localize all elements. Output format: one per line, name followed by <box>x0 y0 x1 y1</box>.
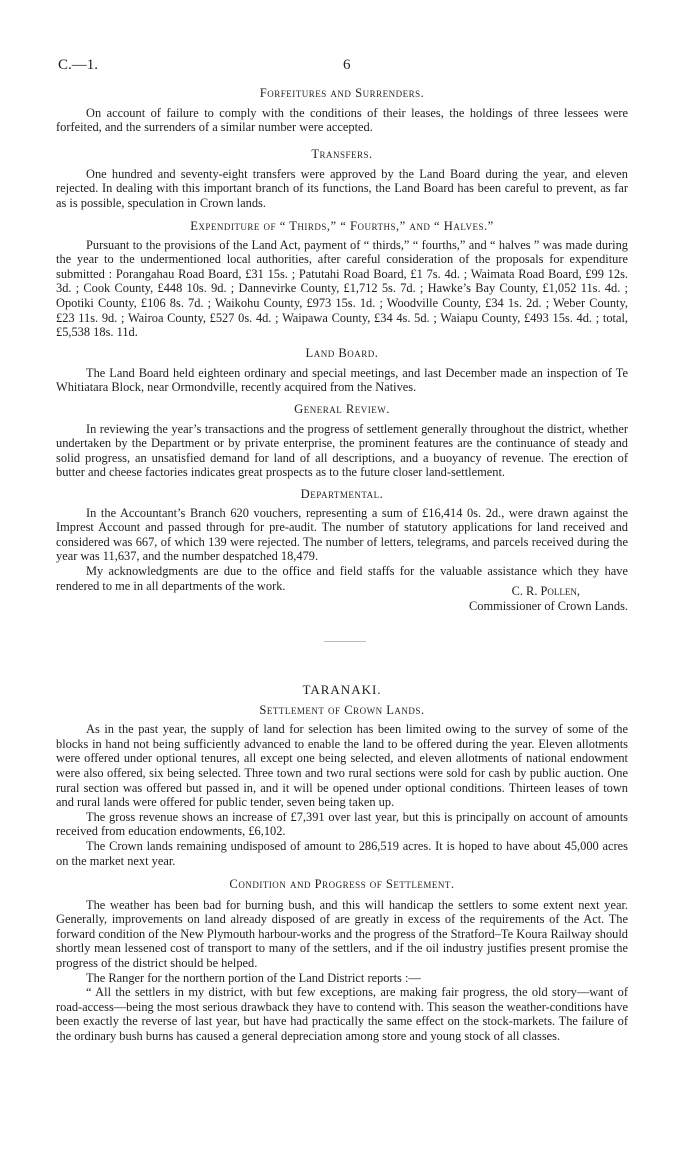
section-expenditure <box>56 219 628 340</box>
paragraph: The Ranger for the northern portion of the Land District reports :— <box>86 970 421 985</box>
section-heading: Transfers. <box>311 147 373 161</box>
section-heading: Expenditure of “ Thirds,” “ Fourths,” and “ Halves.” <box>190 219 494 233</box>
paragraph: On account of failure to comply with the conditions of their leases, the holdings of three lessees were forfeited, and the surrenders of a similar number were accepted. <box>56 105 628 135</box>
paragraph: As in the past year, the supply of land for selection has been limited owing to the survey of some of the blocks in hand not being sufficiently advanced to enable the land to be offered during the year. Eleven allotments were offered under optional tenures, all except one being selected, and eleven allotments of national endowment were also offered, six being selected. Three town and two rural sections were sold for cash by public auction. One rural section was offered but passed in, and it will be opened under optional conditions. Thirteen leases of town and rural lands were offered for public tender, seven being taken up. <box>56 722 628 810</box>
paragraph: In the Accountant’s Branch 620 vouchers, representing a sum of £16,414 0s. 2d., were drawn against the Imprest Account and passed through for pre-audit. The number of statutory applications for land received and considered was 667, of which 139 were rejected. The number of letters, telegrams, and parcels received during the year was 11,637, and the number despatched 18,479. <box>56 505 628 564</box>
document-code: C.—1. <box>58 57 99 73</box>
section-heading: Land Board. <box>305 346 379 360</box>
paragraph: My acknowledgments are due to the office and field staffs for the valuable assistance which they have rendered to me in all departments of the work. <box>56 563 628 593</box>
paragraph: The weather has been bad for burning bush, and this will handicap the settlers to some extent next year. Generally, improvements on land already disposed of are greatly in excess of the requirements of the Act. The forward condition of the New Plymouth harbour-works and the progress of the Stratford–Te Koura Railway should shortly mean lessened cost of transport to many of the settlers, and if the oil industry justifies present promise the progress of the district should be helped. <box>56 897 628 970</box>
section-heading: Settlement of Crown Lands. <box>259 702 425 717</box>
region-title: TARANAKI. <box>302 682 382 697</box>
section-transfers <box>56 147 628 210</box>
section-heading: Departmental. <box>300 487 384 501</box>
paragraph: “ All the settlers in my district, with but few exceptions, are making fair progress, the old story—want of road-access—being the most serious drawback they have to contend with. This season the weather-conditions have been exactly the reverse of last year, but have had practically the same effect on the stock-markets. The failure of the ordinary bush burns has caused a general depreciation among store and young stock of all classes. <box>56 985 628 1043</box>
section-forfeitures <box>56 86 628 135</box>
page-number: 6 <box>343 57 351 73</box>
signatory-title: Commissioner of Crown Lands. <box>468 598 628 613</box>
paragraph: One hundred and seventy-eight transfers were approved by the Land Board during the year, and eleven rejected. In dealing with this important branch of its functions, the Land Board has been careful to prevent, as far as is possible, speculation in Crown lands. <box>56 166 628 210</box>
section-heading: General Review. <box>294 402 390 416</box>
signature-block <box>56 584 628 613</box>
paragraph: In reviewing the year’s transactions and the progress of settlement generally throughout the district, whether undertaken by the Department or by private enterprise, the prominent features are the continuance of steady and solid progress, an unsatisfied demand for land of all descriptions, and a buoyancy of revenue. The erection of butter and cheese factories indicates great prospects as to the future closer land-settlement. <box>56 421 628 480</box>
section-condition-progress <box>56 877 628 1044</box>
section-departmental <box>56 487 628 593</box>
section-land-board <box>56 346 628 395</box>
paragraph: The Land Board held eighteen ordinary and special meetings, and last December made an inspection of Te Whitiatara Block, near Ormondville, recently acquired from the Natives. <box>56 365 628 395</box>
paragraph: Pursuant to the provisions of the Land Act, payment of “ thirds,” “ fourths,” and “ halves ” was made during the year to the undermentioned local authorities, after careful consideration of the proposals for expenditure submitted : Porangahau Road Board, £31 15s. ; Patutahi Road Board, £1 7s. 4d. ; Waimata Road Board, £99 12s. 3d. ; Cook County, £448 10s. 9d. ; Dannevirke County, £1,712 5s. 7d. ; Hawke’s Bay County, £1,052 11s. 4d. ; Opotiki County, £106 8s. 7d. ; Waikohu County, £973 15s. 1d. ; Woodville County, £34 1s. 2d. ; Weber County, £23 11s. 9d. ; Wairoa County, £527 0s. 4d. ; Waipawa County, £34 4s. 5d. ; Waiapu County, £493 15s. 4d. ; total, £5,538 18s. 11d. <box>56 237 628 340</box>
signatory-name: C. R. Pollen, <box>511 584 580 598</box>
section-general-review <box>56 402 628 480</box>
section-heading: Condition and Progress of Settlement. <box>229 877 455 891</box>
section-heading: Forfeitures and Surrenders. <box>259 86 425 100</box>
section-divider <box>324 641 366 642</box>
running-header <box>58 58 660 76</box>
paragraph: The Crown lands remaining undisposed of amount to 286,519 acres. It is hoped to have about 45,000 acres on the market next year. <box>56 838 628 868</box>
paragraph: The gross revenue shows an increase of £7,391 over last year, but this is principally on account of amounts received from education endowments, £6,102. <box>56 809 628 839</box>
section-taranaki <box>56 683 628 868</box>
